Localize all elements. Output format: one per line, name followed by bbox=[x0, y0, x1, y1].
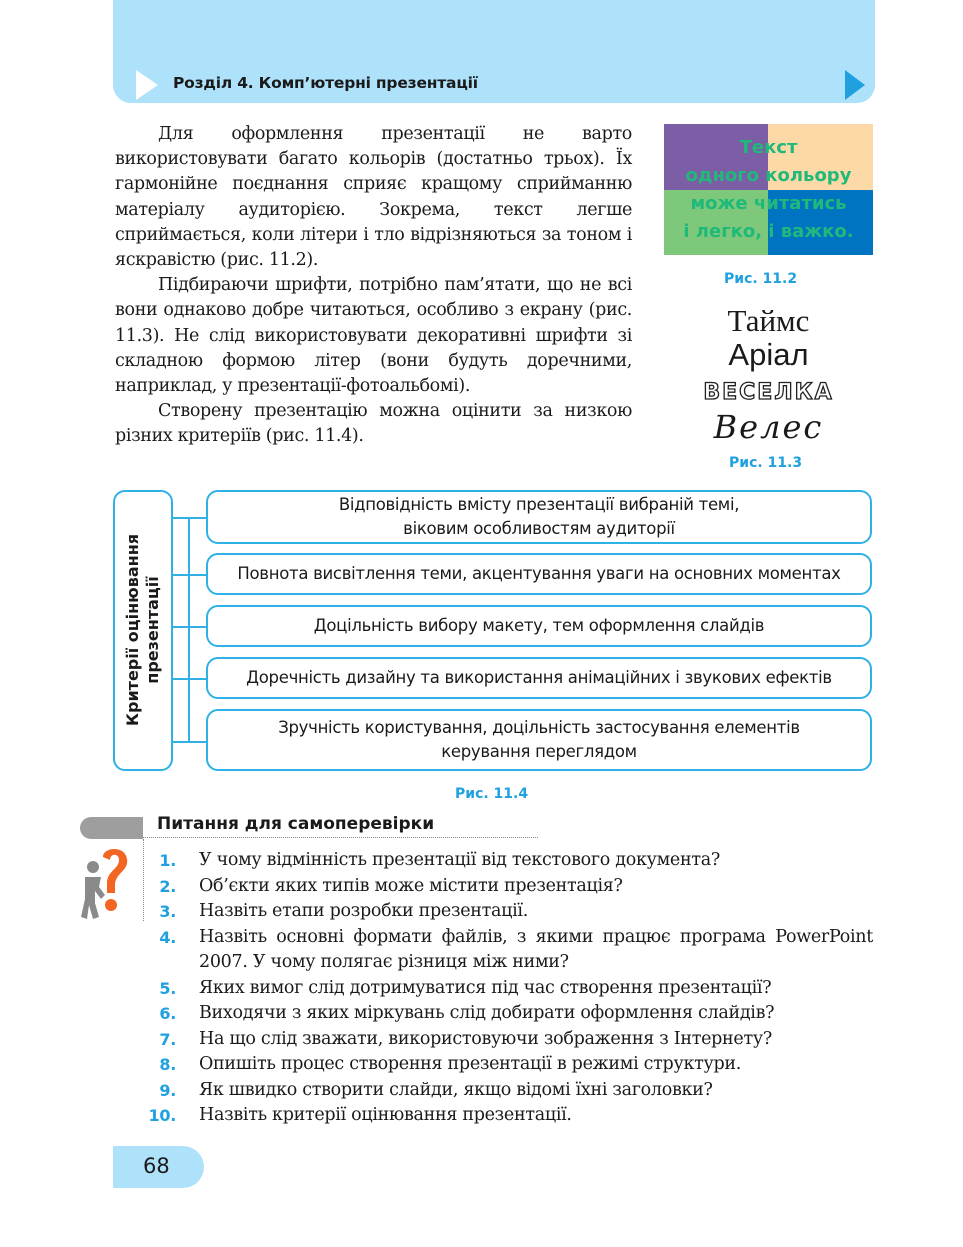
connector-line bbox=[173, 517, 206, 519]
page-number: 68 bbox=[143, 1154, 170, 1178]
question-number: 4. bbox=[159, 927, 176, 947]
figure-line: одного кольору bbox=[685, 165, 852, 186]
body-text bbox=[115, 122, 632, 450]
question-text: Виходячи з яких міркувань слід добирати оформлення слайдів? bbox=[199, 1003, 775, 1023]
figure-line: і легко, і важко. bbox=[683, 221, 854, 242]
figure-caption: Рис. 11.2 bbox=[724, 271, 798, 287]
criterion-box: Доречність дизайну та використання анімаційних і звукових ефектів bbox=[206, 657, 872, 699]
criterion-box: Відповідність вмісту презентації вибраній темі, віковим особливостям аудиторії bbox=[206, 490, 872, 544]
section-marker-bar bbox=[80, 817, 143, 839]
question-text: На що слід зважати, використовуючи зображення з Інтернету? bbox=[199, 1028, 772, 1049]
questions-list bbox=[145, 848, 873, 1129]
question-number: 7. bbox=[159, 1029, 176, 1049]
list-item bbox=[145, 976, 873, 1002]
header-arrow-right-icon bbox=[845, 70, 865, 100]
question-number: 9. bbox=[159, 1080, 176, 1100]
question-text: Об’єкти яких типів може містити презентація? bbox=[199, 875, 623, 896]
figure-11-2-text bbox=[664, 134, 873, 246]
heading-divider bbox=[143, 837, 538, 838]
figure-11-2-color-sample bbox=[664, 124, 873, 255]
criterion-box: Повнота висвітлення теми, акцентування уваги на основних моментах bbox=[206, 553, 872, 595]
paragraph: Для оформлення презентації не варто використовувати багато кольорів (достатньо трьох). Їх гармонійне поєднання сприяє кращому сприйманню матеріалу аудиторією. Зокрема, текст легше сприймається, коли літери і тло відрізняються за тоном і яскравістю (рис. 11.2). bbox=[115, 124, 632, 271]
question-number: 1. bbox=[159, 851, 176, 870]
paragraph: Створену презентацію можна оцінити за низкою різних критеріїв (рис. 11.4). bbox=[115, 401, 632, 447]
connector-line bbox=[173, 741, 206, 743]
question-text: Яких вимог слід дотримуватися під час створення презентації? bbox=[199, 977, 772, 998]
question-number: 3. bbox=[159, 902, 176, 921]
figure-line: може читатись bbox=[690, 193, 847, 214]
figure-line: Текст bbox=[739, 137, 798, 158]
list-item bbox=[145, 1027, 873, 1053]
list-item bbox=[145, 1103, 873, 1129]
figure-caption: Рис. 11.4 bbox=[455, 786, 529, 802]
question-thinker-icon bbox=[79, 843, 131, 921]
criteria-label-line: презентації bbox=[143, 576, 162, 684]
question-number: 5. bbox=[159, 978, 176, 998]
question-number: 10. bbox=[148, 1106, 176, 1125]
criteria-label-line: Критерії оцінювання bbox=[123, 533, 142, 727]
font-sample-times: Таймс bbox=[727, 303, 810, 338]
criterion-box: Доцільність вибору макету, тем оформлення слайдів bbox=[206, 605, 872, 647]
connector-line bbox=[188, 517, 190, 742]
figure-caption: Рис. 11.3 bbox=[729, 455, 803, 471]
list-item bbox=[145, 1052, 873, 1078]
list-item bbox=[145, 1001, 873, 1027]
heading-divider bbox=[143, 839, 144, 921]
section-title: Розділ 4. Комп’ютерні презентації bbox=[173, 74, 478, 92]
font-sample-arial: Аріал bbox=[728, 337, 809, 372]
question-number: 6. bbox=[159, 1004, 176, 1023]
question-text: Назвіть критерії оцінювання презентації. bbox=[199, 1105, 572, 1125]
question-number: 8. bbox=[159, 1055, 176, 1074]
paragraph: Підбираючи шрифти, потрібно пам’ятати, що не всі вони однаково добре читаються, особливо з екрану (рис. 11.3). Не слід використовувати декоративні шрифти зі складною формою літер (вони будуть доречними, наприклад, у презентації-фотоальбомі). bbox=[115, 275, 632, 397]
font-sample-script: Велес bbox=[713, 408, 824, 446]
question-text: Опишіть процес створення презентації в режимі структури. bbox=[199, 1054, 741, 1074]
question-text: У чому відмінність презентації від текстового документа? bbox=[199, 850, 720, 870]
question-number: 2. bbox=[159, 876, 176, 896]
connector-line bbox=[173, 574, 206, 576]
question-text: Як швидко створити слайди, якщо відомі їхні заголовки? bbox=[199, 1079, 713, 1100]
questions-heading: Питання для самоперевірки bbox=[157, 814, 435, 834]
connector-line bbox=[173, 678, 206, 680]
question-text: Назвіть етапи розробки презентації. bbox=[199, 901, 528, 921]
list-item bbox=[145, 925, 873, 976]
criterion-box: Зручність користування, доцільність застосування елементів керування переглядом bbox=[206, 709, 872, 771]
criteria-group-label bbox=[123, 490, 163, 771]
question-text: Назвіть основні формати файлів, з якими працює програма PowerPoint 2007. У чому полягає різниця між ними? bbox=[199, 926, 873, 972]
connector-line bbox=[173, 626, 206, 628]
font-sample-decorative: ВЕСЕЛКА bbox=[703, 380, 834, 405]
list-item bbox=[145, 1078, 873, 1104]
list-item bbox=[145, 899, 873, 925]
list-item bbox=[145, 874, 873, 900]
header-arrow-left-icon bbox=[136, 70, 158, 100]
list-item bbox=[145, 848, 873, 874]
